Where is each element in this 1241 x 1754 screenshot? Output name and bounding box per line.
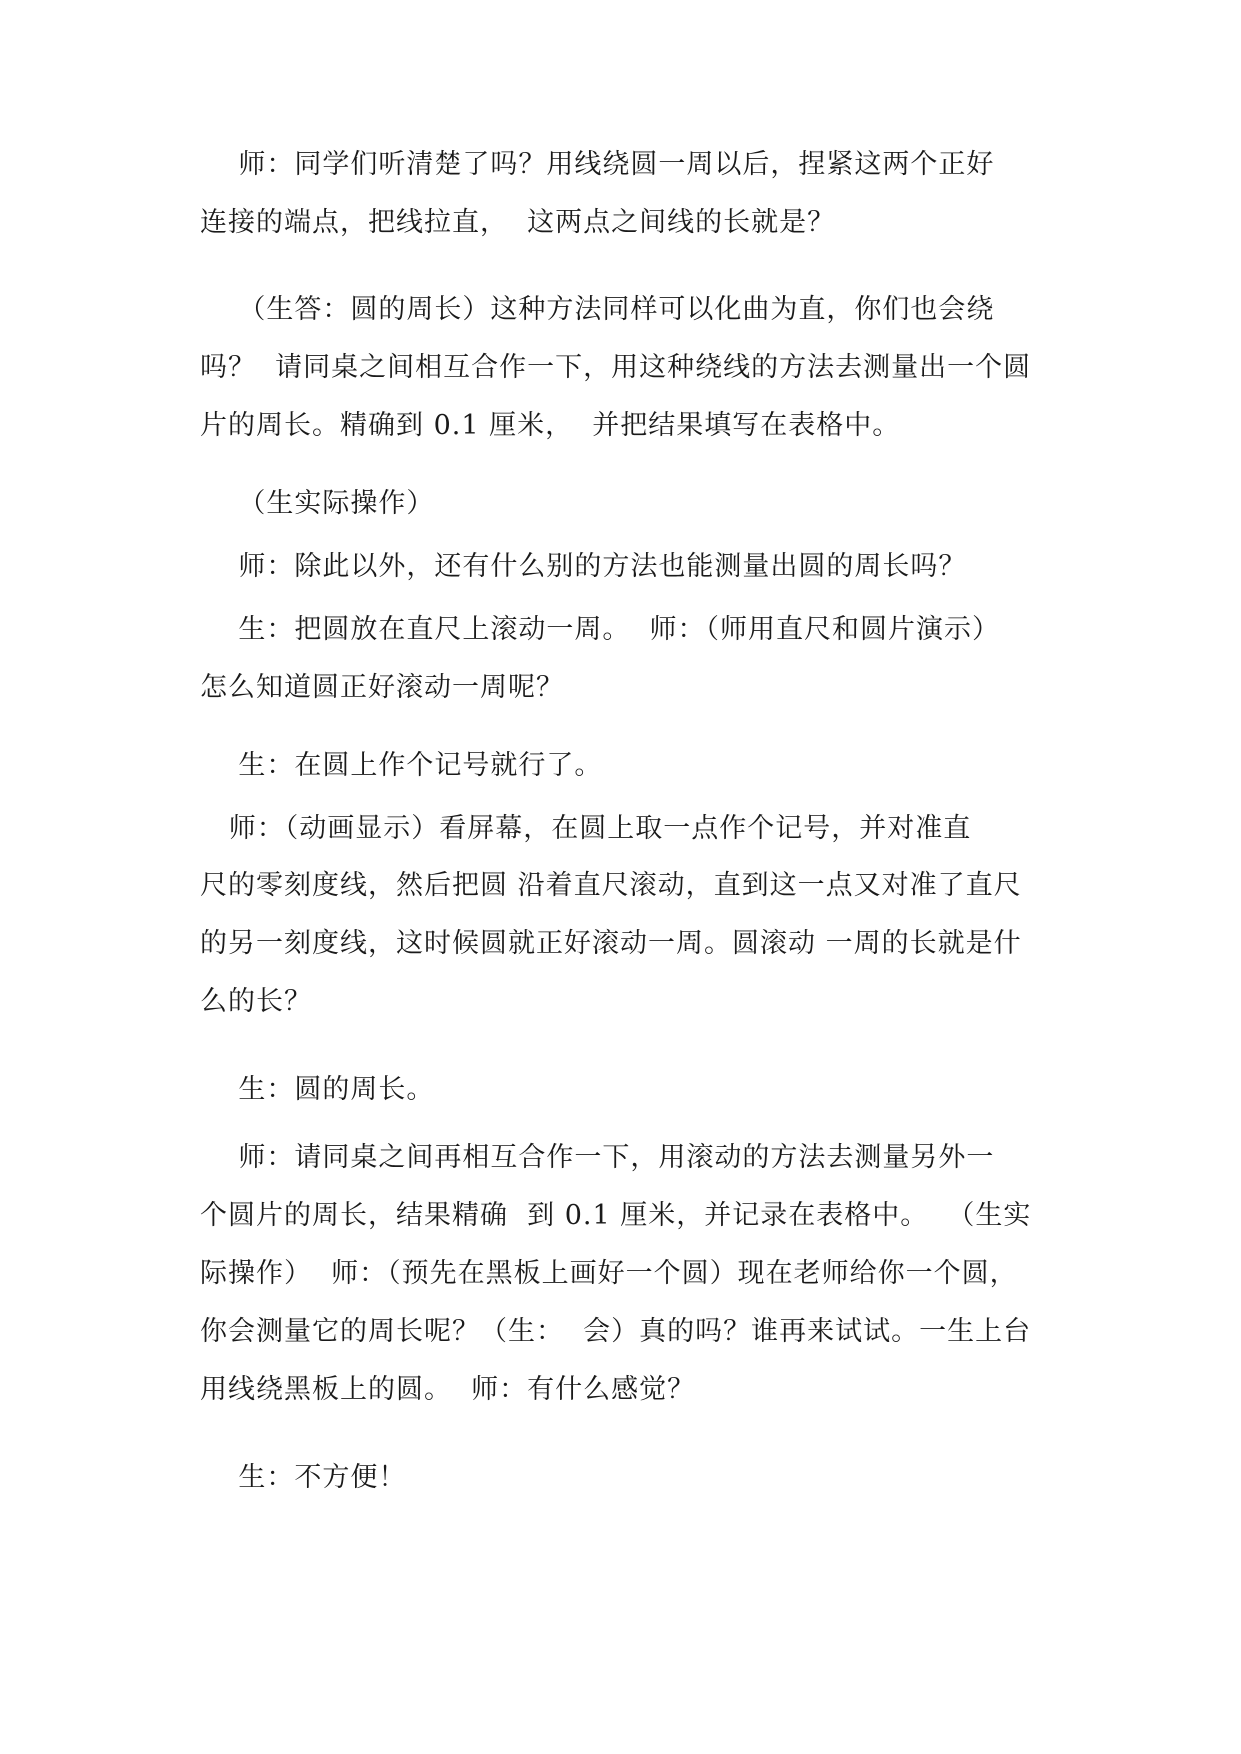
text-line: 么的长？ xyxy=(200,986,312,1017)
text-line: 片的周长。精确到 0.1 厘米， 并把结果填写在表格中。 xyxy=(200,410,901,441)
text-line: 生：在圆上作个记号就行了。 xyxy=(200,750,603,781)
text-line: 师：（动画显示）看屏幕，在圆上取一点作个记号，并对准直 xyxy=(200,813,972,844)
text-line: 师：除此以外，还有什么别的方法也能测量出圆的周长吗？ xyxy=(200,551,967,582)
text-line: （生实际操作） xyxy=(200,488,435,519)
text-line: 个圆片的周长，结果精确 到 0.1 厘米，并记录在表格中。 （生实 xyxy=(200,1200,1032,1231)
text-line: 生：不方便！ xyxy=(200,1462,407,1493)
text-line: 的另一刻度线，这时候圆就正好滚动一周。圆滚动 一周的长就是什 xyxy=(200,928,1022,959)
text-line: 连接的端点，把线拉直， 这两点之间线的长就是？ xyxy=(200,207,836,238)
text-line: 你会测量它的周长呢？（生： 会）真的吗？谁再来试试。一生上台 xyxy=(200,1316,1032,1347)
text-line: 际操作） 师：（预先在黑板上画好一个圆）现在老师给你一个圆， xyxy=(200,1258,1018,1289)
text-line: 师：请同桌之间再相互合作一下，用滚动的方法去测量另外一 xyxy=(200,1142,995,1173)
text-line: 师：同学们听清楚了吗？用线绕圆一周以后，捏紧这两个正好 xyxy=(200,149,995,180)
text-line: （生答：圆的周长）这种方法同样可以化曲为直，你们也会绕 xyxy=(200,294,995,325)
text-line: 生：把圆放在直尺上滚动一周。 师：（师用直尺和圆片演示） xyxy=(200,614,1000,645)
text-line: 生：圆的周长。 xyxy=(200,1074,435,1105)
text-line: 尺的零刻度线，然后把圆 沿着直尺滚动，直到这一点又对准了直尺 xyxy=(200,870,1022,901)
text-line: 怎么知道圆正好滚动一周呢？ xyxy=(200,672,564,703)
text-line: 吗？ 请同桌之间相互合作一下，用这种绕线的方法去测量出一个圆 xyxy=(200,352,1032,383)
text-line: 用线绕黑板上的圆。 师：有什么感觉？ xyxy=(200,1374,696,1405)
